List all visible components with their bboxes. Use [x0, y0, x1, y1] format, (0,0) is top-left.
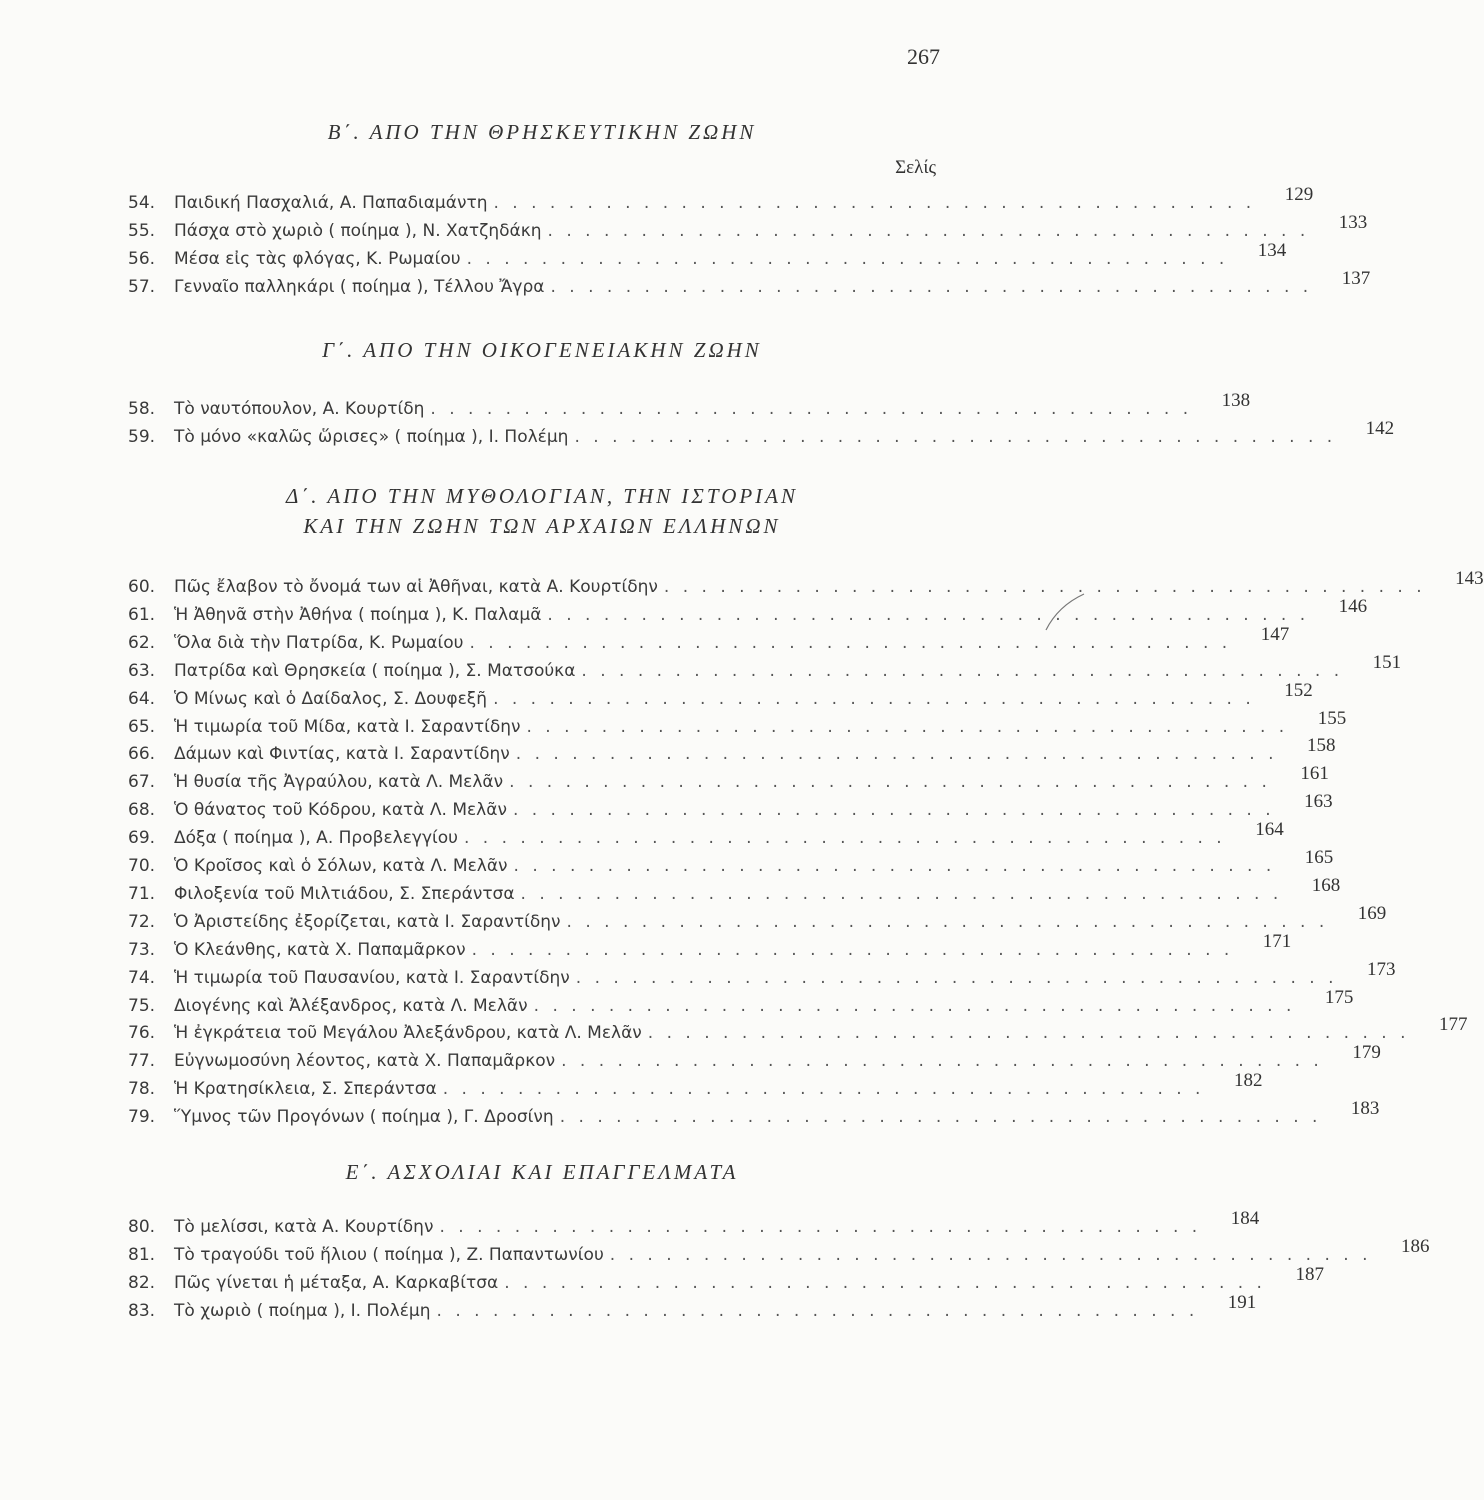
dot-leader: . . . . . . . . . . . . . . . . . . . . . . . . . . . . . . . . . . . . . . . . . — [436, 1301, 1199, 1321]
dot-leader: . . . . . . . . . . . . . . . . . . . . . . . . . . . . . . . . . . . . . . . . . — [550, 277, 1313, 297]
dot-leader: . . . . . . . . . . . . . . . . . . . . . . . . . . . . . . . . . . . . . . . . . — [515, 744, 1278, 765]
toc-entry-title: Ἡ Κρατησίκλεια, Σ. Σπεράντσα — [174, 1079, 437, 1100]
toc-entry — [128, 595, 1368, 632]
toc-entry — [128, 1264, 1324, 1300]
toc-entry-title: Πάσχα στὸ χωριὸ ( ποίημα ), Ν. Χατζηδάκη — [174, 221, 542, 241]
toc-entry-page: 138 — [1221, 390, 1251, 411]
toc-entry-page: 147 — [1260, 623, 1290, 645]
toc-entry — [128, 212, 1368, 248]
toc-entry-number: 73. — [128, 939, 156, 960]
toc-entry-page: 171 — [1262, 930, 1292, 952]
toc-entry — [128, 184, 1314, 220]
dot-leader: . . . . . . . . . . . . . . . . . . . . . . . . . . . . . . . . . . . . . . . . . — [581, 660, 1344, 681]
toc-entry-title: Ὁ Ἀριστείδης ἐξορίζεται, κατὰ Ι. Σαραντίδην — [174, 911, 561, 932]
toc-entry — [128, 240, 1287, 276]
toc-entry-title: Ὁ θάνατος τοῦ Κόδρου, κατὰ Λ. Μελᾶν — [174, 800, 507, 821]
section-title-d-line2: ΚΑΙ ΤΗΝ ΖΩΗΝ ΤΩΝ ΑΡΧΑΙΩΝ ΕΛΛΗΝΩΝ — [303, 514, 781, 538]
toc-entry-page: 186 — [1401, 1236, 1430, 1257]
toc-entry-number: 76. — [128, 1023, 156, 1044]
toc-entry-page: 158 — [1307, 735, 1336, 757]
toc-entry-title: Τὸ χωριὸ ( ποίημα ), Ι. Πολέμη — [174, 1301, 431, 1321]
toc-entry-title: Μέσα εἰς τὰς φλόγας, Κ. Ρωμαίου — [174, 249, 461, 269]
toc-entry-page: 182 — [1233, 1070, 1263, 1092]
toc-entry — [128, 679, 1313, 716]
toc-entry-number: 68. — [128, 800, 156, 821]
toc-entry-page: 177 — [1439, 1014, 1468, 1036]
toc-entry-page: 151 — [1372, 651, 1402, 673]
toc-entry-page: 146 — [1338, 595, 1368, 617]
dot-leader: . . . . . . . . . . . . . . . . . . . . . . . . . . . . . . . . . . . . . . . . . — [574, 427, 1337, 447]
toc-entry — [128, 707, 1347, 744]
toc-entry-number: 71. — [128, 883, 156, 904]
toc-entry-title: Ἡ τιμωρία τοῦ Παυσανίου, κατὰ Ι. Σαραντίδην — [174, 967, 570, 988]
toc-entry-title: Ἡ Ἀθηνᾶ στὴν Ἀθήνα ( ποίημα ), Κ. Παλαμᾶ — [174, 604, 542, 625]
dot-leader: . . . . . . . . . . . . . . . . . . . . . . . . . . . . . . . . . . . . . . . . . — [430, 399, 1193, 419]
toc-entry-title: Δόξα ( ποίημα ), Α. Προβελεγγίου — [174, 828, 458, 849]
toc-entry — [128, 902, 1387, 939]
section-title-d: Δ΄. ΑΠΟ ΤΗΝ ΜΥΘΟΛΟΓΙΑΝ, ΤΗΝ ΙΣΤΟΡΙΑΝ — [285, 484, 799, 508]
toc-entry-number: 63. — [128, 660, 156, 681]
dot-leader: . . . . . . . . . . . . . . . . . . . . . . . . . . . . . . . . . . . . . . . . . — [512, 800, 1275, 821]
toc-entry-number: 56. — [128, 249, 156, 269]
toc-entry-number: 60. — [128, 577, 156, 597]
toc-entry — [128, 1014, 1468, 1050]
toc-entry-page: 129 — [1284, 184, 1314, 205]
dot-leader: . . . . . . . . . . . . . . . . . . . . . . . . . . . . . . . . . . . . . . . . . — [469, 632, 1232, 653]
toc-entry-number: 81. — [128, 1245, 156, 1265]
toc-entry-number: 74. — [128, 967, 156, 988]
dot-leader: . . . . . . . . . . . . . . . . . . . . . . . . . . . . . . . . . . . . . . . . . — [520, 883, 1283, 904]
toc-entry-number: 80. — [128, 1217, 156, 1237]
toc-entry-page: 179 — [1352, 1042, 1381, 1064]
dot-leader: . . . . . . . . . . . . . . . . . . . . . . . . . . . . . . . . . . . . . . . . . — [575, 967, 1338, 988]
toc-entry-page: 187 — [1295, 1264, 1324, 1285]
toc-entry-page: 134 — [1257, 240, 1287, 261]
dot-leader: . . . . . . . . . . . . . . . . . . . . . . . . . . . . . . . . . . . . . . . . . — [609, 1245, 1372, 1265]
toc-entry-number: 77. — [128, 1051, 156, 1072]
toc-entry-page: 133 — [1338, 212, 1368, 233]
toc-entry-title: Παιδική Πασχαλιά, Α. Παπαδιαμάντη — [174, 193, 488, 213]
dot-leader: . . . . . . . . . . . . . . . . . . . . . . . . . . . . . . . . . . . . . . . . . — [442, 1079, 1205, 1100]
dot-leader: . . . . . . . . . . . . . . . . . . . . . . . . . . . . . . . . . . . . . . . . . — [566, 911, 1329, 932]
toc-entry-page: 137 — [1341, 268, 1371, 289]
toc-entry-title: Πῶς γίνεται ἡ μέταξα, Α. Καρκαβίτσα — [174, 1273, 499, 1293]
toc-entry-page: 168 — [1311, 874, 1341, 896]
dot-leader: . . . . . . . . . . . . . . . . . . . . . . . . . . . . . . . . . . . . . . . . . — [471, 939, 1234, 960]
toc-entry — [128, 1292, 1257, 1328]
toc-entry — [128, 568, 1484, 604]
dot-leader: . . . . . . . . . . . . . . . . . . . . . . . . . . . . . . . . . . . . . . . . . — [547, 604, 1310, 625]
dot-leader: . . . . . . . . . . . . . . . . . . . . . . . . . . . . . . . . . . . . . . . . . — [663, 577, 1426, 597]
toc-entry-page: 184 — [1230, 1208, 1260, 1229]
toc-entry — [128, 268, 1371, 304]
toc-entry-number: 82. — [128, 1273, 156, 1293]
toc-entry-title: Τὸ μόνο «καλῶς ὥρισες» ( ποίημα ), Ι. Πολέμη — [174, 427, 569, 447]
toc-entry-page: 152 — [1284, 679, 1313, 701]
section-title-b: Β΄. ΑΠΟ ΤΗΝ ΘΡΗΣΚΕΥΤΙΚΗΝ ΖΩΗΝ — [327, 120, 757, 144]
toc-entry-title: Πατρίδα καὶ Θρησκεία ( ποίημα ), Σ. Ματσούκα — [174, 660, 576, 681]
toc-entry-number: 66. — [128, 744, 156, 765]
toc-entry — [128, 1236, 1430, 1272]
dot-leader: . . . . . . . . . . . . . . . . . . . . . . . . . . . . . . . . . . . . . . . . . — [464, 828, 1226, 849]
dot-leader: . . . . . . . . . . . . . . . . . . . . . . . . . . . . . . . . . . . . . . . . . — [547, 221, 1310, 241]
toc-entry-title: Ὁ Κλεάνθης, κατὰ Χ. Παπαμᾶρκον — [174, 939, 466, 960]
toc-entry-number: 67. — [128, 772, 156, 793]
toc-entry-title: Διογένης καὶ Ἀλέξανδρος, κατὰ Λ. Μελᾶν — [174, 995, 528, 1016]
column-header-page: Σελίς — [895, 157, 936, 178]
toc-entry-page: 161 — [1300, 763, 1329, 785]
toc-entry — [128, 623, 1290, 660]
toc-entry — [128, 791, 1333, 827]
toc-entry-title: Γενναῖο παλληκάρι ( ποίημα ), Τέλλου Ἄγρα — [174, 277, 545, 297]
toc-entry — [128, 763, 1329, 799]
toc-entry-title: Ὅλα διὰ τὴν Πατρίδα, Κ. Ρωμαίου — [174, 632, 464, 653]
page-number: 267 — [907, 44, 940, 69]
dot-leader: . . . . . . . . . . . . . . . . . . . . . . . . . . . . . . . . . . . . . . . . . — [526, 716, 1289, 737]
toc-entry-page: 175 — [1324, 986, 1354, 1008]
dot-leader: . . . . . . . . . . . . . . . . . . . . . . . . . . . . . . . . . . . . . . . . . — [493, 688, 1255, 709]
toc-entry-title: Εὐγνωμοσύνη λέοντος, κατὰ Χ. Παπαμᾶρκον — [174, 1051, 556, 1072]
dot-leader: . . . . . . . . . . . . . . . . . . . . . . . . . . . . . . . . . . . . . . . . . — [493, 193, 1256, 213]
toc-entry — [128, 958, 1396, 995]
toc-entry-page: 169 — [1357, 902, 1387, 924]
toc-entry-page: 155 — [1317, 707, 1347, 729]
toc-entry-number: 79. — [128, 1107, 156, 1128]
toc-entry — [128, 651, 1402, 688]
toc-entry-number: 83. — [128, 1301, 156, 1321]
dot-leader: . . . . . . . . . . . . . . . . . . . . . . . . . . . . . . . . . . . . . . . . . — [439, 1217, 1202, 1237]
toc-entry — [128, 1208, 1260, 1244]
toc-entry-number: 78. — [128, 1079, 156, 1100]
toc-entry-title: Τὸ μελίσσι, κατὰ Α. Κουρτίδην — [174, 1217, 434, 1237]
toc-entry-page: 163 — [1304, 791, 1333, 813]
toc-entry — [128, 930, 1292, 967]
toc-entry-page: 143 — [1455, 568, 1484, 589]
toc-entry — [128, 1098, 1380, 1134]
dot-leader: . . . . . . . . . . . . . . . . . . . . . . . . . . . . . . . . . . . . . . . . . — [559, 1107, 1322, 1128]
toc-entry — [128, 819, 1284, 855]
toc-entry — [128, 390, 1251, 426]
toc-entry-title: Πῶς ἔλαβον τὸ ὄνομά των αἱ Ἀθῆναι, κατὰ Α. Κουρτίδην — [174, 577, 658, 597]
toc-entry-page: 191 — [1227, 1292, 1257, 1313]
toc-entry-number: 64. — [128, 688, 156, 709]
toc-entry-title: Ἡ ἐγκράτεια τοῦ Μεγάλου Ἀλεξάνδρου, κατὰ Λ. Μελᾶν — [174, 1023, 642, 1044]
pencil-mark — [1044, 592, 1086, 632]
toc-entry-title: Τὸ τραγούδι τοῦ ἥλιου ( ποίημα ), Ζ. Παπαντωνίου — [174, 1245, 604, 1265]
dot-leader: . . . . . . . . . . . . . . . . . . . . . . . . . . . . . . . . . . . . . . . . . — [504, 1273, 1266, 1293]
toc-entry-title: Φιλοξενία τοῦ Μιλτιάδου, Σ. Σπεράντσα — [174, 883, 515, 904]
toc-entry-title: Ὁ Μίνως καὶ ὁ Δαίδαλος, Σ. Δουφεξῆ — [174, 688, 488, 709]
dot-leader: . . . . . . . . . . . . . . . . . . . . . . . . . . . . . . . . . . . . . . . . . — [509, 772, 1271, 793]
toc-entry-number: 54. — [128, 193, 156, 213]
toc-entry-page: 142 — [1365, 418, 1395, 439]
toc-entry-number: 57. — [128, 277, 156, 297]
toc-entry-title: Ἡ τιμωρία τοῦ Μίδα, κατὰ Ι. Σαραντίδην — [174, 716, 521, 737]
toc-entry — [128, 418, 1395, 454]
toc-entry-number: 62. — [128, 632, 156, 653]
section-title-c: Γ΄. ΑΠΟ ΤΗΝ ΟΙΚΟΓΕΝΕΙΑΚΗΝ ΖΩΗΝ — [322, 338, 762, 362]
dot-leader: . . . . . . . . . . . . . . . . . . . . . . . . . . . . . . . . . . . . . . . . . — [561, 1051, 1323, 1072]
toc-entry — [128, 847, 1334, 883]
toc-entry-title: Τὸ ναυτόπουλον, Α. Κουρτίδη — [174, 399, 425, 419]
toc-entry — [128, 874, 1341, 911]
toc-entry — [128, 986, 1354, 1023]
dot-leader: . . . . . . . . . . . . . . . . . . . . . . . . . . . . . . . . . . . . . . . . . — [533, 995, 1296, 1016]
dot-leader: . . . . . . . . . . . . . . . . . . . . . . . . . . . . . . . . . . . . . . . . . — [466, 249, 1229, 269]
toc-entry-page: 164 — [1255, 819, 1284, 841]
toc-entry-page: 183 — [1350, 1098, 1380, 1120]
toc-entry-number: 55. — [128, 221, 156, 241]
toc-entry-title: Ὁ Κροῖσος καὶ ὁ Σόλων, κατὰ Λ. Μελᾶν — [174, 856, 508, 876]
toc-entry-title: Δάμων καὶ Φιντίας, κατὰ Ι. Σαραντίδην — [174, 744, 510, 765]
toc-entry-number: 58. — [128, 399, 156, 419]
toc-entry-number: 69. — [128, 828, 156, 849]
toc-entry-number: 65. — [128, 716, 156, 737]
section-title-e: Ε΄. ΑΣΧΟΛΙΑΙ ΚΑΙ ΕΠΑΓΓΕΛΜΑΤΑ — [345, 1160, 739, 1184]
toc-entry-title: Ὕμνος τῶν Προγόνων ( ποίημα ), Γ. Δροσίνη — [174, 1107, 554, 1128]
toc-entry-number: 70. — [128, 856, 156, 876]
toc-entry-page: 165 — [1304, 847, 1334, 868]
toc-entry-page: 173 — [1366, 958, 1396, 980]
toc-entry-number: 59. — [128, 427, 156, 447]
toc-entry — [128, 735, 1336, 771]
dot-leader: . . . . . . . . . . . . . . . . . . . . . . . . . . . . . . . . . . . . . . . . . — [647, 1023, 1410, 1044]
toc-entry — [128, 1042, 1381, 1078]
toc-entry-number: 61. — [128, 604, 156, 625]
toc-entry — [128, 1070, 1263, 1106]
toc-entry-title: Ἡ θυσία τῆς Ἀγραύλου, κατὰ Λ. Μελᾶν — [174, 772, 504, 793]
toc-entry-number: 72. — [128, 911, 156, 932]
toc-entry-number: 75. — [128, 995, 156, 1016]
dot-leader: . . . . . . . . . . . . . . . . . . . . . . . . . . . . . . . . . . . . . . . . . — [513, 856, 1276, 876]
